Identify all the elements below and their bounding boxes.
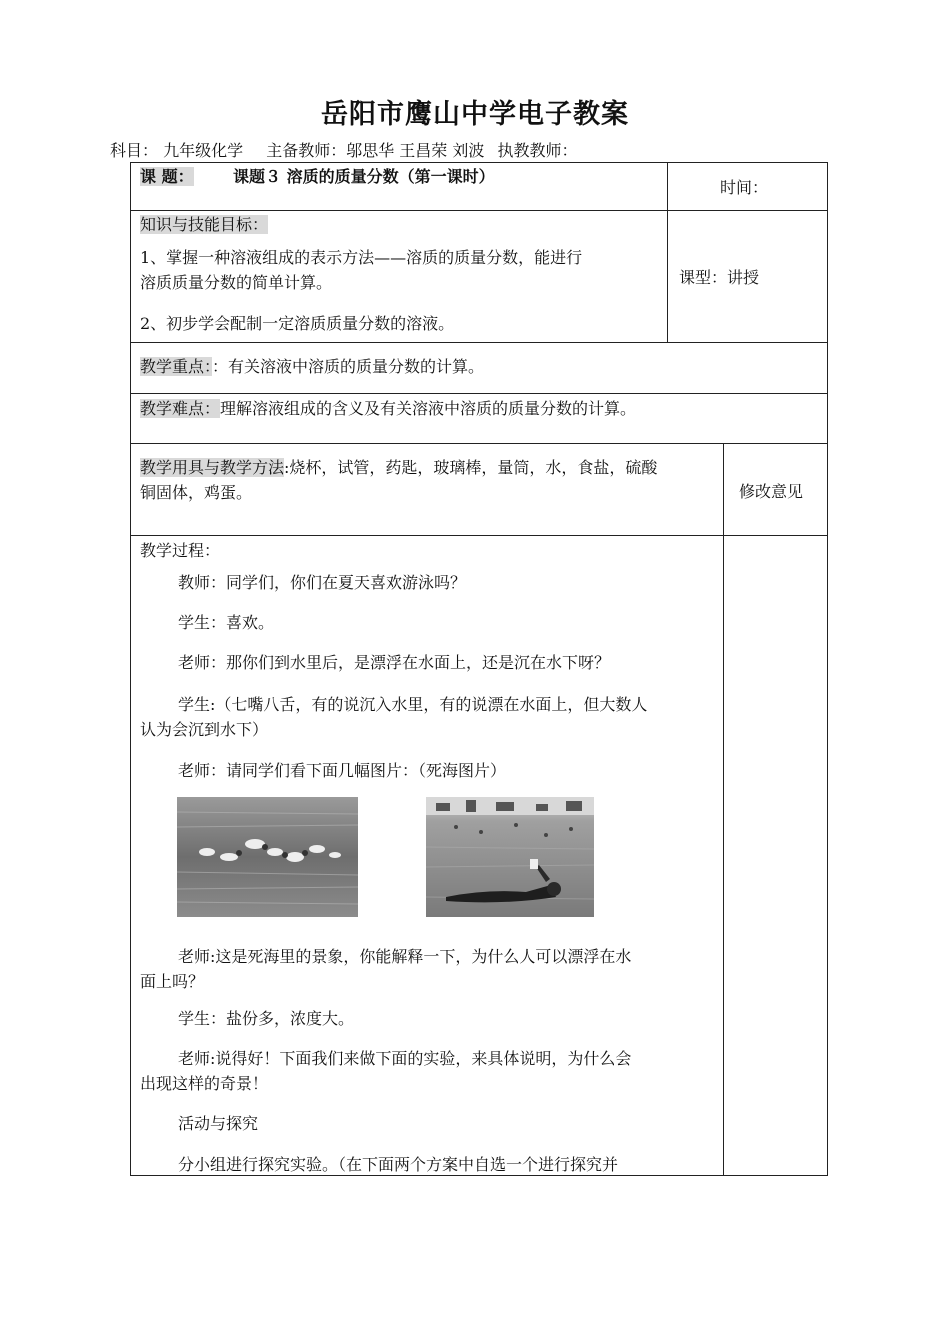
- lead-teachers: 主备教师：邬思华 王昌荣 刘波: [266, 141, 485, 160]
- time-label: 时间：: [720, 178, 769, 197]
- row-divider: [130, 393, 828, 394]
- topic-label: 课 题：: [140, 167, 194, 186]
- tools-line-2: 铜固体，鸡蛋。: [140, 483, 253, 502]
- subject: 科目： 九年级化学: [110, 141, 244, 160]
- process-paragraph: 教师：同学们，你们在夏天喜欢游泳吗？: [178, 573, 467, 592]
- key-point-row: [140, 354, 484, 379]
- process-paragraph: 学生：喜欢。: [178, 613, 275, 632]
- difficulty-row: [140, 396, 636, 421]
- difficulty-value: 理解溶液组成的含义及有关溶液中溶质的质量分数的计算。: [220, 399, 637, 418]
- process-paragraph: 认为会沉到水下）: [140, 720, 269, 739]
- key-point-value: ：有关溶液中溶质的质量分数的计算。: [212, 357, 485, 376]
- column-divider: [667, 162, 668, 343]
- process-paragraph: 老师：请同学们看下面几幅图片：（死海图片）: [178, 761, 507, 780]
- topic-value: 课题３ 溶质的质量分数（第一课时）: [233, 167, 495, 186]
- process-paragraph: 老师:这是死海里的景象，你能解释一下，为什么人可以漂浮在水: [178, 947, 632, 966]
- tools-line-1: 教学用具与教学方法:烧杯，试管，药匙，玻璃棒，量筒，水，食盐，硫酸: [140, 458, 658, 477]
- row-divider: [130, 210, 828, 211]
- goal-item-1-line-2: 溶质质量分数的简单计算。: [140, 273, 333, 292]
- lesson-type: 课型：讲授: [679, 268, 760, 287]
- goals-heading: 知识与技能目标：: [140, 215, 269, 234]
- process-paragraph: 出现这样的奇景！: [140, 1074, 269, 1093]
- dead-sea-photo-1: [177, 797, 358, 917]
- goal-item-1-line-1: 1、掌握一种溶液组成的表示方法——溶质的质量分数，能进行: [140, 248, 583, 267]
- revision-label: 修改意见: [739, 482, 804, 501]
- process-paragraph: 分小组进行探究实验。（在下面两个方案中自选一个进行探究并: [178, 1155, 619, 1174]
- process-paragraph: 老师：那你们到水里后，是漂浮在水面上，还是沉在水下呀？: [178, 653, 611, 672]
- process-paragraph: 学生：盐份多，浓度大。: [178, 1009, 355, 1028]
- teacher: 执教教师：: [497, 141, 578, 160]
- process-paragraph: 学生:（七嘴八舌，有的说沉入水里，有的说漂在水面上，但大数人: [178, 695, 648, 714]
- document-meta: [110, 138, 583, 161]
- goal-item-2: 2、初步学会配制一定溶质质量分数的溶液。: [140, 314, 455, 333]
- dead-sea-photo-2: [426, 797, 594, 917]
- document-title: 岳阳市鹰山中学电子教案: [321, 99, 629, 130]
- process-paragraph: 活动与探究: [178, 1114, 259, 1133]
- process-paragraph: 老师:说得好！下面我们来做下面的实验，来具体说明，为什么会: [178, 1049, 632, 1068]
- row-divider: [130, 342, 828, 343]
- tools-label: 教学用具与教学方法: [140, 458, 285, 477]
- difficulty-label: 教学难点：: [140, 399, 221, 418]
- process-heading: 教学过程：: [140, 541, 221, 560]
- process-paragraph: 面上吗？: [140, 972, 205, 991]
- key-point-label: 教学重点：: [140, 357, 213, 376]
- column-divider: [723, 443, 724, 1176]
